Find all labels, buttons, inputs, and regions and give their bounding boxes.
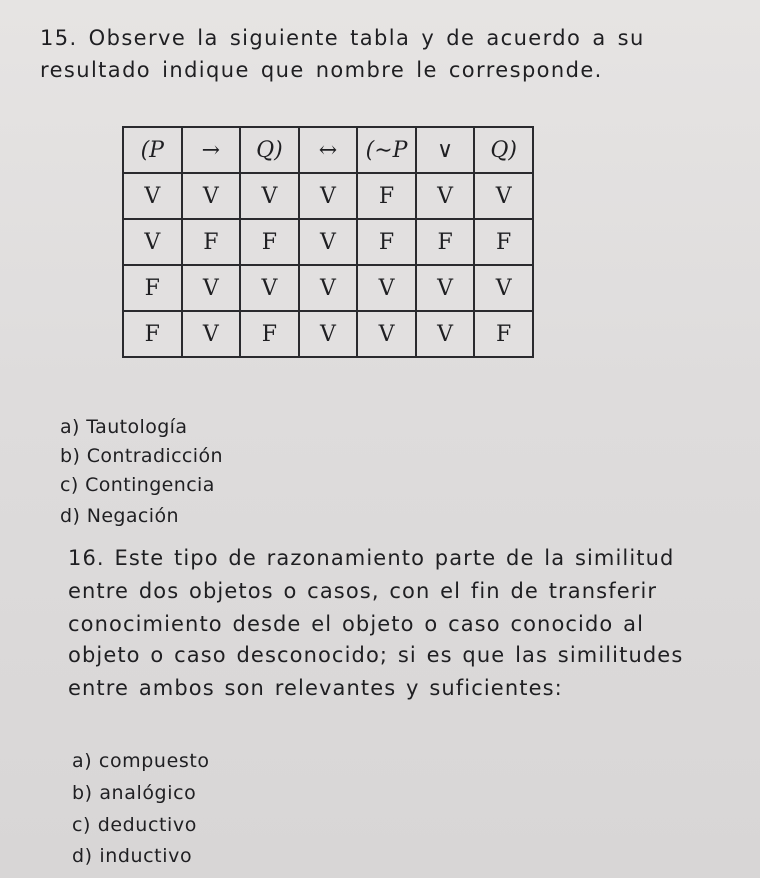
table-cell: F — [123, 265, 182, 311]
question-15-text-line-1: 15. Observe la siguiente tabla y de acuerdo a su — [40, 26, 645, 50]
table-cell: V — [357, 311, 416, 357]
question-15-text-line-2: resultado indique que nombre le corresponde. — [40, 58, 603, 82]
q15-option-d: d) Negación — [60, 505, 179, 527]
table-cell: V — [357, 265, 416, 311]
q16-option-d: d) inductivo — [72, 845, 193, 867]
table-cell: V — [416, 265, 475, 311]
question-16-text-line-4: objeto o caso desconocido; si es que las similitudes — [68, 643, 684, 667]
truth-table-header-row — [123, 127, 533, 173]
header-cell-biconditional: ↔ — [299, 127, 358, 173]
table-cell: F — [240, 219, 299, 265]
q16-option-b: b) analógico — [72, 782, 197, 804]
table-cell: F — [416, 219, 475, 265]
table-row — [123, 173, 533, 219]
question-16-text-line-1: 16. Este tipo de razonamiento parte de la similitud — [68, 546, 675, 570]
header-cell-q-2: Q) — [474, 127, 533, 173]
table-cell: F — [357, 219, 416, 265]
q16-option-c: c) deductivo — [72, 814, 197, 836]
table-cell: V — [299, 219, 358, 265]
question-16-text-line-5: entre ambos son relevantes y suficientes: — [68, 676, 563, 700]
q15-option-c: c) Contingencia — [60, 474, 215, 496]
table-cell: F — [474, 311, 533, 357]
header-cell-q: Q) — [240, 127, 299, 173]
question-16-text-line-3: conocimiento desde el objeto o caso conocido al — [68, 612, 645, 636]
table-cell: F — [357, 173, 416, 219]
q15-option-a: a) Tautología — [60, 416, 188, 438]
table-cell: F — [474, 219, 533, 265]
table-cell: V — [240, 173, 299, 219]
table-cell: V — [299, 311, 358, 357]
table-cell: V — [123, 173, 182, 219]
header-cell-or: ∨ — [416, 127, 475, 173]
table-cell: V — [474, 265, 533, 311]
table-cell: V — [123, 219, 182, 265]
table-cell: V — [240, 265, 299, 311]
q15-option-b: b) Contradicción — [60, 445, 223, 467]
table-cell: F — [123, 311, 182, 357]
table-cell: V — [182, 311, 241, 357]
table-cell: V — [182, 265, 241, 311]
q16-option-a: a) compuesto — [72, 750, 210, 772]
table-cell: V — [416, 173, 475, 219]
header-cell-not-p: (∼P — [357, 127, 416, 173]
table-cell: V — [474, 173, 533, 219]
table-cell: V — [299, 173, 358, 219]
table-cell: V — [416, 311, 475, 357]
truth-table — [122, 126, 534, 358]
table-cell: F — [182, 219, 241, 265]
table-row — [123, 311, 533, 357]
table-cell: V — [299, 265, 358, 311]
table-cell: F — [240, 311, 299, 357]
header-cell-implies: → — [182, 127, 241, 173]
table-cell: V — [182, 173, 241, 219]
table-row — [123, 265, 533, 311]
question-16-text-line-2: entre dos objetos o casos, con el fin de transferir — [68, 579, 658, 603]
header-cell-p: (P — [123, 127, 182, 173]
table-row — [123, 219, 533, 265]
